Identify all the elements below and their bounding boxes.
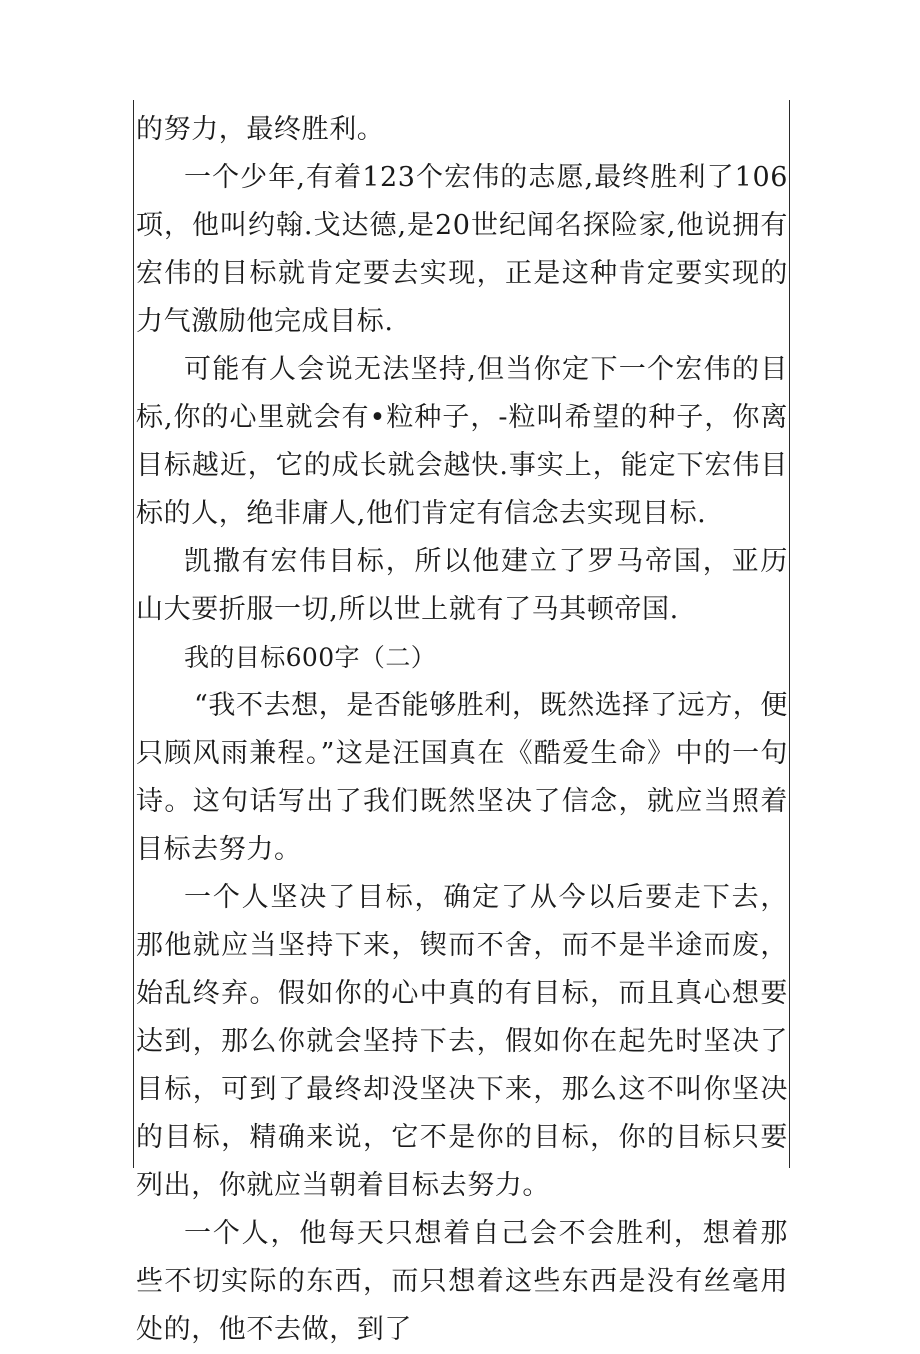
- paragraph: 凯撒有宏伟目标，所以他建立了罗马帝国，亚历山大要折服一切,所以世上就有了马其顿帝国.: [136, 546, 788, 625]
- paragraph: 的努力，最终胜利。: [136, 114, 385, 145]
- paragraph: “我不去想，是否能够胜利，既然选择了远方，便只顾风雨兼程。”这是汪国真在《酷爱生命》中的一句诗。这句话写出了我们既然坚决了信念，就应当照着目标去努力。: [136, 690, 789, 865]
- paragraph: 一个人，他每天只想着自己会不会胜利，想着那些不切实际的东西，而只想着这些东西是没有丝毫用处的，他不去做，到了: [136, 1218, 788, 1345]
- paragraph: 一个人坚决了目标，确定了从今以后要走下去，那他就应当坚持下来，锲而不舍，而不是半途而废，始乱终弃。假如你的心中真的有目标，而且真心想要达到，那么你就会坚持下去，假如你在起先时坚决了目标，可到了最终却没坚决下来，那么这不叫你坚决的目标，精确来说，它不是你的目标，你的目标只要列出，你就应当朝着目标去努力。: [136, 882, 788, 1201]
- document-body: [136, 106, 788, 1354]
- paragraph: 一个少年,有着123个宏伟的志愿,最终胜利了106项，他叫约翰.戈达德,是20世纪闻名探险家,他说拥有宏伟的目标就肯定要去实现，正是这种肯定要实现的力气激励他完成目标.: [136, 162, 788, 337]
- table-border-left: [133, 100, 134, 1168]
- table-border-right: [789, 100, 790, 1168]
- section-title: 我的目标600字（二）: [184, 643, 437, 672]
- paragraph: 可能有人会说无法坚持,但当你定下一个宏伟的目标,你的心里就会有•粒种子，-粒叫希望的种子，你离目标越近，它的成长就会越快.事实上，能定下宏伟目标的人，绝非庸人,他们肯定有信念去实现目标.: [136, 354, 788, 529]
